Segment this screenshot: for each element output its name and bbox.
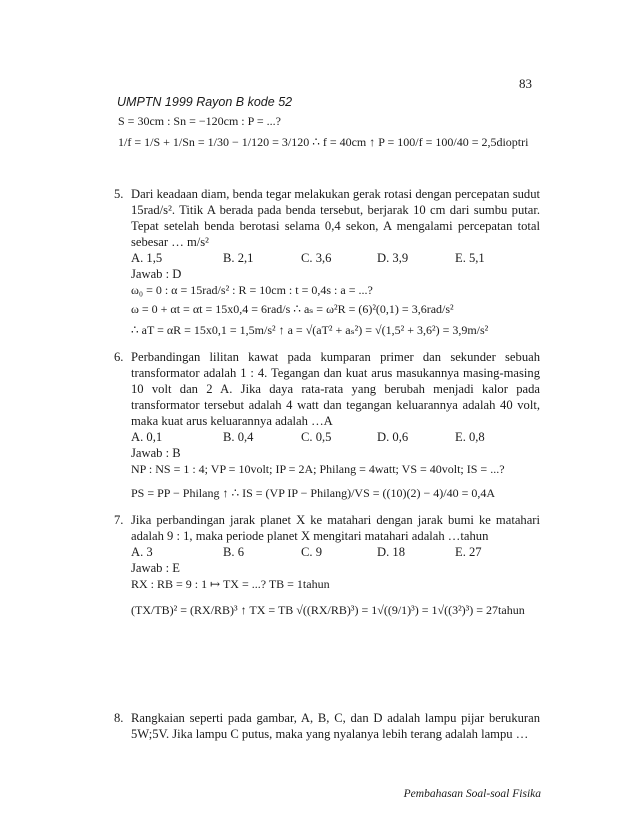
solution-line-1: NP : NS = 1 : 4; VP = 10volt; IP = 2A; Philang = 4watt; VS = 40volt; IS = ...? <box>131 462 505 476</box>
option-b: B. 2,1 <box>223 251 254 265</box>
option-b: B. 6 <box>223 545 244 559</box>
question-number: 5. <box>114 187 124 201</box>
solution-line-1: RX : RB = 9 : 1 ↦ TX = ...? TB = 1tahun <box>131 577 330 591</box>
page-header: UMPTN 1999 Rayon B kode 52 <box>117 95 293 109</box>
page-number: 83 <box>519 76 532 91</box>
option-e: E. 27 <box>455 545 482 559</box>
answer-options <box>131 250 540 266</box>
answer-options <box>131 429 540 445</box>
option-a: A. 3 <box>131 545 153 559</box>
question-text: Perbandingan lilitan kawat pada kumparan primer dan sekunder sebuah transformator adalah 1 : 4. Tegangan dan kuat arus masukannya masing-masing 10 volt dan 2 A. Jika daya rata-rata yang berubah menjadi kalor pada transformator tersebut adalah 4 watt dan tegangan keluarannya adalah 40 volt, maka kuat arus keluarannya adalah …A <box>131 350 540 428</box>
option-c: C. 9 <box>301 545 322 559</box>
question-text: Jika perbandingan jarak planet X ke matahari dengan jarak bumi ke matahari adalah 9 : 1, maka periode planet X mengitari matahari adalah …tahun <box>131 513 540 543</box>
question-number: 8. <box>114 711 124 725</box>
top-eq-terms: = 1/S + 1/Sn = 1/30 − 1/120 = 3/120 <box>134 135 310 149</box>
option-d: D. 3,9 <box>377 251 409 265</box>
top-eq-result: ∴ f = 40cm ↑ P = 100/f = 100/40 = 2,5dioptri <box>312 135 529 149</box>
answer-key: Jawab : B <box>131 446 181 460</box>
option-a: A. 0,1 <box>131 430 163 444</box>
option-c: C. 3,6 <box>301 251 332 265</box>
question-8 <box>114 710 540 742</box>
question-6 <box>114 349 540 501</box>
solution-line-2: PS = PP − Philang ↑ ∴ IS = (VP IP − Philang)/VS = ((10)(2) − 4)/40 = 0,4A <box>131 486 496 500</box>
top-eq-given: S = 30cm : Sn = −120cm : P = ...? <box>118 114 281 128</box>
option-d: D. 18 <box>377 545 405 559</box>
answer-options <box>131 544 540 560</box>
option-b: B. 0,4 <box>223 430 254 444</box>
page-footer: Pembahasan Soal-soal Fisika <box>403 788 541 800</box>
solution-line-2: ω = 0 + αt = αt = 15x0,4 = 6rad/s ∴ aₛ = ω²R = (6)²(0,1) = 3,6rad/s² <box>131 302 454 316</box>
solution-line-2: (TX/TB)² = (RX/RB)³ ↑ TX = TB √((RX/RB)³) = 1√((9/1)³) = 1√((3²)³) = 27tahun <box>131 603 525 617</box>
solution-line-1: ω₀ = 0 : α = 15rad/s² : R = 10cm : t = 0,4s : a = ...? <box>131 283 373 297</box>
solution-line-3: ∴ aT = αR = 15x0,1 = 1,5m/s² ↑ a = √(aT² + aₛ²) = √(1,5² + 3,6²) = 3,9m/s² <box>131 323 489 337</box>
option-d: D. 0,6 <box>377 430 409 444</box>
top-eq-line1 <box>118 114 281 129</box>
answer-key: Jawab : E <box>131 561 180 575</box>
top-eq-line2 <box>118 135 528 150</box>
option-e: E. 0,8 <box>455 430 485 444</box>
answer-key: Jawab : D <box>131 267 182 281</box>
question-number: 7. <box>114 513 124 527</box>
question-number: 6. <box>114 350 124 364</box>
question-7 <box>114 512 540 618</box>
top-eq-lhs: 1/f <box>118 135 132 149</box>
question-5 <box>114 186 540 338</box>
option-e: E. 5,1 <box>455 251 485 265</box>
question-text: Rangkaian seperti pada gambar, A, B, C, dan D adalah lampu pijar berukuran 5W;5V. Jika lampu C putus, maka yang nyalanya lebih terang adalah lampu … <box>131 711 540 741</box>
option-c: C. 0,5 <box>301 430 332 444</box>
option-a: A. 1,5 <box>131 251 163 265</box>
question-text: Dari keadaan diam, benda tegar melakukan gerak rotasi dengan percepatan sudut 15rad/s². Titik A berada pada benda tersebut, berjarak 10 cm dari sumbu putar. Tepat setelah benda berotasi selama 0,4 sekon, A mengalami percepatan total sebesar … m/s² <box>131 187 540 249</box>
